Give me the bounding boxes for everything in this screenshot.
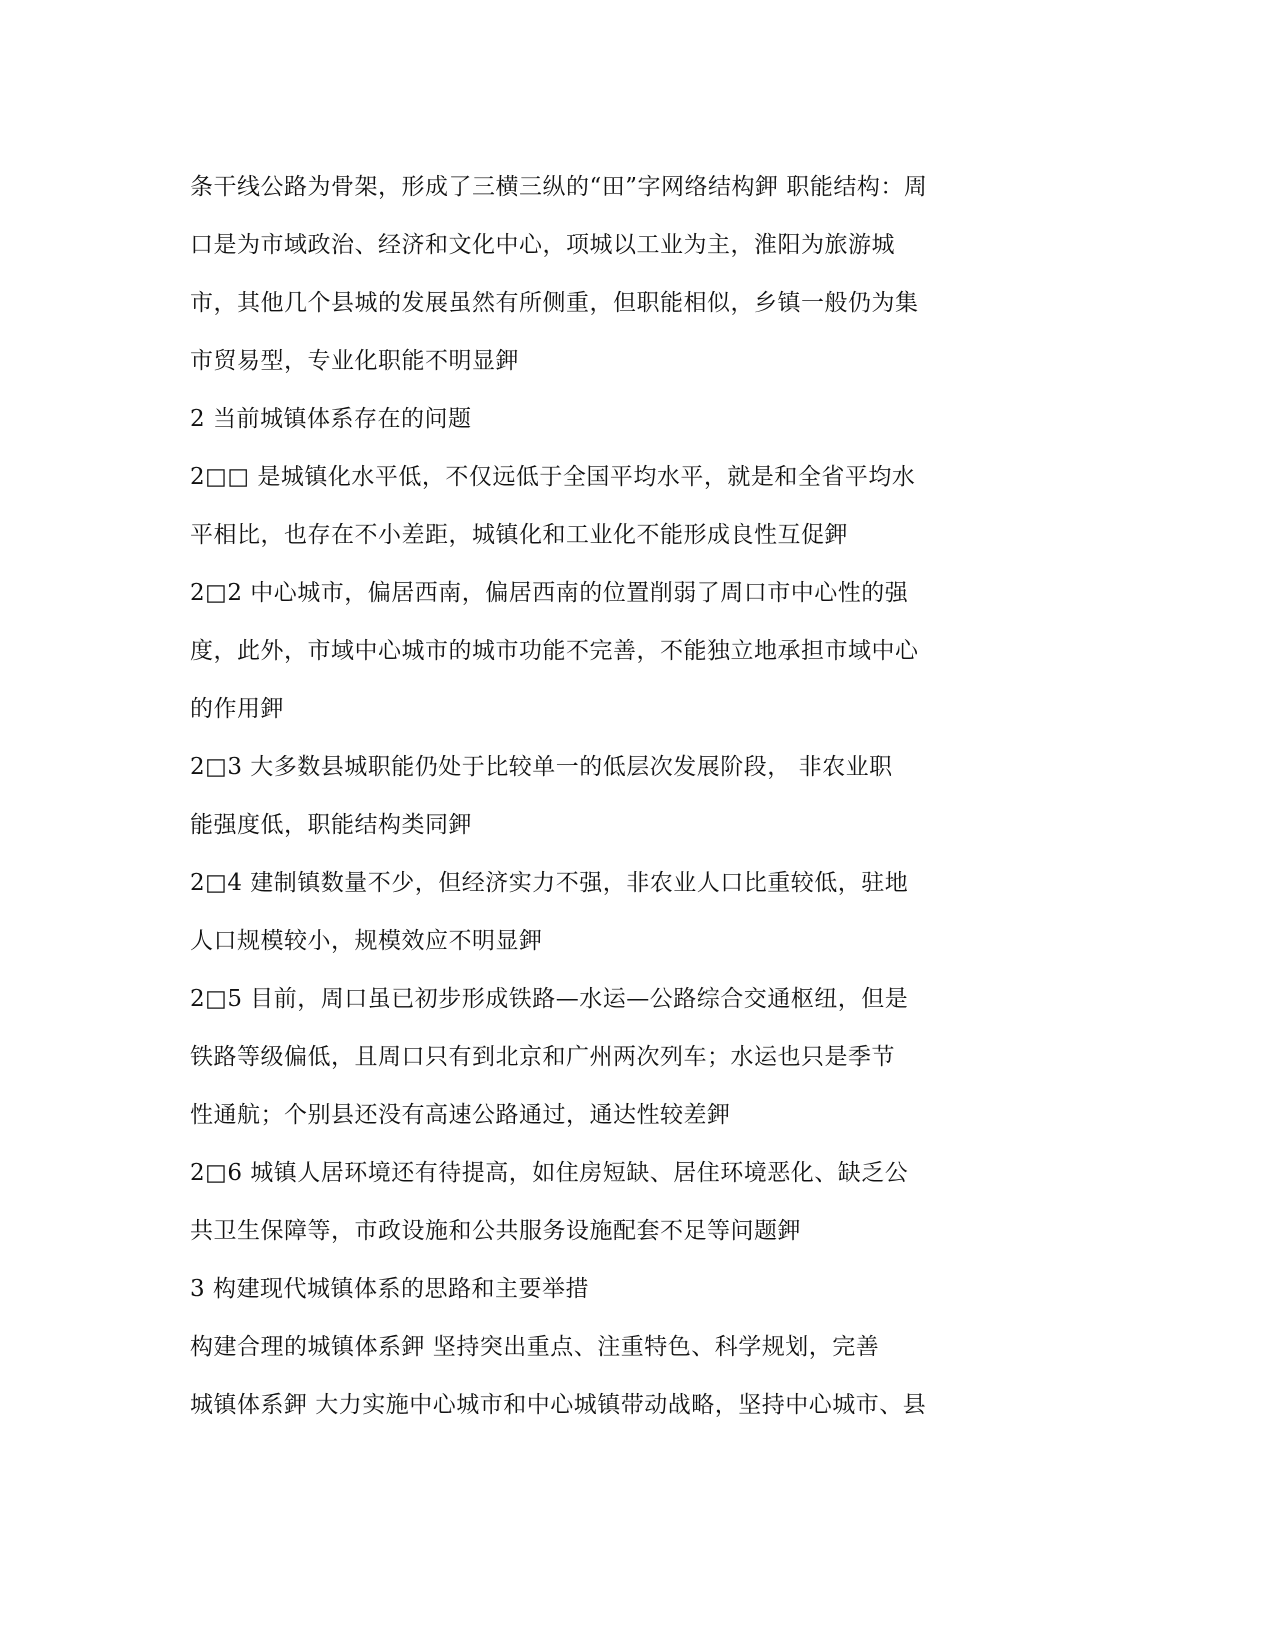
text-line: 条干线公路为骨架，形成了三横三纵的“田”字网络结构鉀 职能结构：周 <box>190 174 928 200</box>
text-line: 平相比，也存在不小差距，城镇化和工业化不能形成良性互促鉀 <box>190 522 848 548</box>
text-line: 2□6 城镇人居环境还有待提高，如住房短缺、居住环境恶化、缺乏公 <box>190 1160 909 1186</box>
text-line: 能强度低，职能结构类同鉀 <box>190 812 472 838</box>
text-line: 构建合理的城镇体系鉀 坚持突出重点、注重特色、科学规划，完善 <box>190 1334 880 1360</box>
text-line: 2□2 中心城市，偏居西南，偏居西南的位置削弱了周口市中心性的强 <box>190 580 909 606</box>
text-line: 铁路等级偏低，且周口只有到北京和广州两次列车；水运也只是季节 <box>190 1044 895 1070</box>
text-line: 人口规模较小，规模效应不明显鉀 <box>190 928 543 954</box>
text-line: 口是为市域政治、经济和文化中心，项城以工业为主，淮阳为旅游城 <box>190 232 895 258</box>
text-line: 度，此外，市域中心城市的城市功能不完善，不能独立地承担市域中心 <box>190 638 919 664</box>
text-line: 2□4 建制镇数量不少，但经济实力不强，非农业人口比重较低，驻地 <box>190 870 909 896</box>
text-line: 市贸易型，专业化职能不明显鉀 <box>190 348 519 374</box>
text-line: 共卫生保障等，市政设施和公共服务设施配套不足等问题鉀 <box>190 1218 801 1244</box>
section-heading: 3 构建现代城镇体系的思路和主要举措 <box>190 1276 589 1302</box>
text-line: 城镇体系鉀 大力实施中心城市和中心城镇带动战略，坚持中心城市、县 <box>190 1392 927 1418</box>
text-line: 的作用鉀 <box>190 696 284 722</box>
text-line: 2□3 大多数县城职能仍处于比较单一的低层次发展阶段， 非农业职 <box>190 754 893 780</box>
text-line: 2□□ 是城镇化水平低，不仅远低于全国平均水平，就是和全省平均水 <box>190 464 916 490</box>
text-line: 性通航；个别县还没有高速公路通过，通达性较差鉀 <box>190 1102 731 1128</box>
section-heading: 2 当前城镇体系存在的问题 <box>190 406 472 432</box>
text-line: 2□5 目前，周口虽已初步形成铁路—水运—公路综合交通枢纽，但是 <box>190 986 909 1012</box>
text-line: 市，其他几个县城的发展虽然有所侧重，但职能相似，乡镇一般仍为集 <box>190 290 919 316</box>
